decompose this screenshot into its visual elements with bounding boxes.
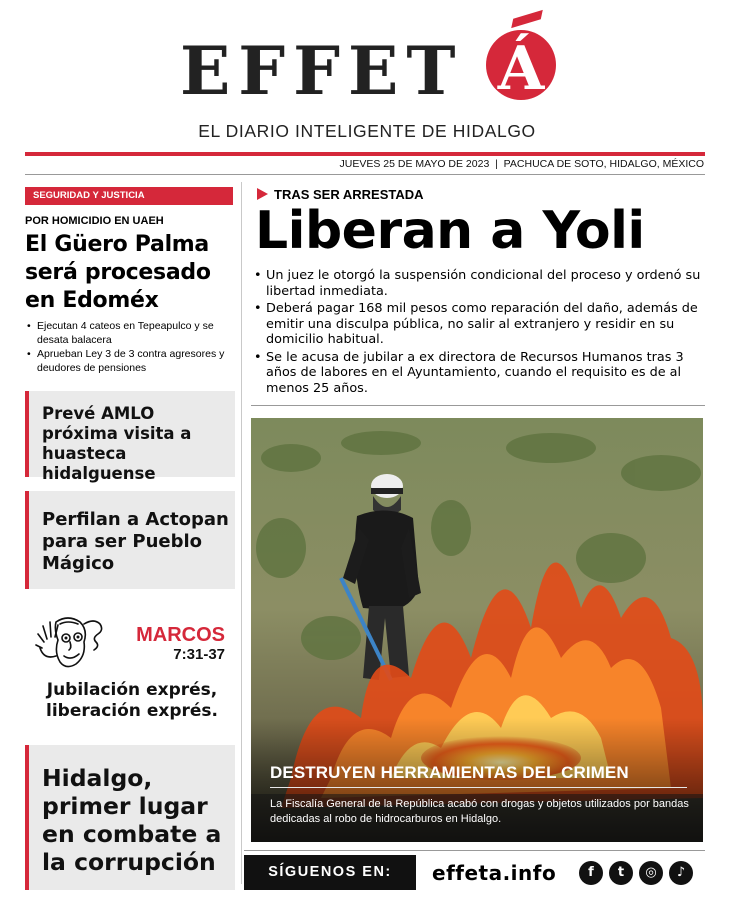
main-headline[interactable]: Liberan a Yoli bbox=[255, 201, 645, 261]
logo-accent-letter: Á bbox=[497, 34, 545, 104]
columnist-name[interactable]: MARCOS bbox=[136, 624, 225, 646]
kicker-triangle-icon bbox=[257, 188, 268, 200]
left-kicker: POR HOMICIDIO EN UAEH bbox=[25, 215, 164, 227]
section-tag[interactable]: SEGURIDAD Y JUSTICIA bbox=[25, 187, 233, 205]
main-divider bbox=[251, 405, 705, 406]
site-link[interactable]: effeta.info bbox=[432, 861, 557, 885]
masthead-divider bbox=[25, 152, 705, 156]
photo-caption: La Fiscalía General de la República acabó con drogas y objetos utilizados por bandas dedicadas al robo de hidrocarburos en Hidalgo. bbox=[270, 798, 689, 825]
story-box-corrupcion-headline[interactable]: Hidalgo, primer lugar en combate a la corrupción bbox=[42, 764, 222, 876]
left-headline[interactable]: El Güero Palma será procesado en Edoméx bbox=[25, 232, 211, 313]
footer-divider bbox=[244, 850, 705, 851]
twitter-icon[interactable]: t bbox=[609, 861, 633, 885]
columnist-quote[interactable]: Jubilación exprés, liberación exprés. bbox=[46, 680, 218, 721]
main-kicker: TRAS SER ARRESTADA bbox=[274, 187, 424, 202]
main-bullet: • Un juez le otorgó la suspensión condicional del proceso y ordenó su libertad inmediata. bbox=[253, 268, 708, 299]
dateline: JUEVES 25 DE MAYO DE 2023 | PACHUCA DE SOTO, HIDALGO, MÉXICO bbox=[339, 158, 704, 170]
main-bullet: • Deberá pagar 168 mil pesos como reparación del daño, además de emitir una disculpa pública, no salir al extranjero y residir en su domicilio habitual. bbox=[253, 301, 708, 348]
follow-label: SÍGUENOS EN: bbox=[244, 855, 416, 890]
main-bullet: • Se le acusa de jubilar a ex directora de Recursos Humanos tras 3 años de labores en el Ayuntamiento, cuando el requisito es de al menos 25 años. bbox=[253, 350, 708, 397]
column-divider bbox=[241, 182, 242, 884]
logo-wordmark[interactable]: EFFET bbox=[180, 32, 464, 110]
photo-title-divider bbox=[270, 787, 687, 788]
story-box-actopan-headline[interactable]: Perfilan a Actopan para ser Pueblo Mágico bbox=[42, 509, 229, 574]
story-box-amlo-headline[interactable]: Prevé AMLO próxima visita a huasteca hidalguense bbox=[42, 404, 192, 483]
left-bullet[interactable]: • Ejecutan 4 cateos en Tepeapulco y se desata balacera bbox=[25, 320, 239, 347]
tagline: EL DIARIO INTELIGENTE DE HIDALGO bbox=[198, 121, 536, 141]
tiktok-icon[interactable]: ♪ bbox=[669, 861, 693, 885]
columnist-reference: 7:31-37 bbox=[173, 646, 225, 663]
photo-title[interactable]: DESTRUYEN HERRAMIENTAS DEL CRIMEN bbox=[270, 763, 629, 782]
instagram-icon[interactable]: ◎ bbox=[639, 861, 663, 885]
left-bullet[interactable]: • Aprueban Ley 3 de 3 contra agresores y deudores de pensiones bbox=[25, 348, 239, 375]
main-bullet-list bbox=[253, 268, 708, 398]
facebook-icon[interactable]: f bbox=[579, 861, 603, 885]
left-bullet-list bbox=[25, 320, 239, 376]
logo-accent-mark bbox=[511, 10, 543, 28]
caricature-icon bbox=[34, 612, 108, 676]
dateline-divider bbox=[25, 174, 705, 175]
